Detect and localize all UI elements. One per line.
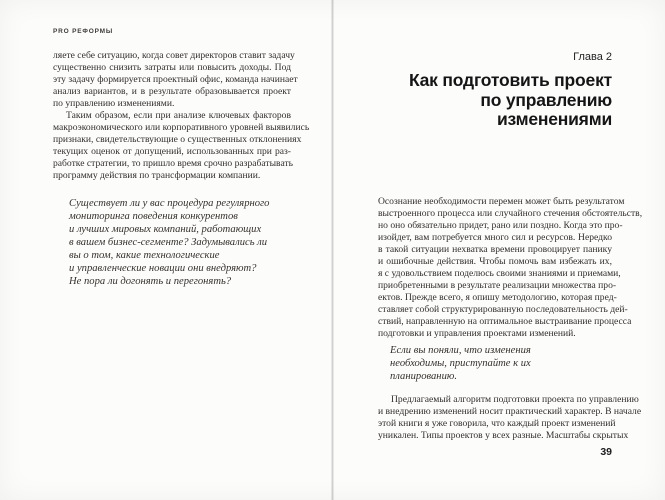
body-paragraph: Предлагаемый алгоритм подготовки проекта по управлению и внедрению изменений носит практический характер. В начале этой книги я уже говорила, что каждый проект изменений уникален. Типы проектов у всех разные. Масштабы скрытых — [378, 394, 642, 441]
page-gutter — [331, 0, 334, 500]
body-paragraph: ляете себе ситуацию, когда совет директоров ставит задачу существенно снизить затраты или повысить доходы. Под эту задачу формируется проектный офис, команда начинает анализ вариантов, и в результате образовывается проект по управлению изменениями. — [53, 50, 298, 109]
chapter-title: Как подготовить проект по управлению изменениями — [408, 70, 612, 129]
left-page-body — [53, 50, 310, 182]
running-head: PRO РЕФОРМЫ — [53, 28, 113, 35]
pull-quote: Существует ли у вас процедура регулярного мониторинга поведения конкурентов и лучших мировых компаний, работающих в вашем бизнес-сегменте? Задумывались ли вы о том, какие технологические и управленческие новации они внедряют? Не пора ли догонять и перегонять? — [69, 198, 270, 287]
pull-quote: Если вы поняли, что изменения необходимы, приступайте к их планированию. — [390, 345, 531, 382]
body-paragraph: Таким образом, если при анализе ключевых факторов макроэкономического или корпоративного уровней выявились признаки, свидетельствующие о существенных отклонениях текущих оценок от допущений, использованных при раз- работке стратегии, то пришло время срочно разрабатывать программу действия по трансформации компании. — [53, 110, 310, 181]
chapter-label: Глава 2 — [573, 51, 612, 63]
page-number: 39 — [600, 446, 612, 458]
body-paragraph: Осознание необходимости перемен может быть результатом выстроенного процесса или случайного стечения обстоятельств, но оно обязательно придет, рано или поздно. Когда это про- изойдет, вам потребуется много сил и ресурсов. Нередко в такой ситуации нехватка времени провоцирует панику и ошибочные действия. Чтобы помочь вам избежать их, я с удовольствием поделюсь своими знаниями и приемами, приобретенными в результате реализации множества про- ектов. Прежде всего, я опишу методологию, которая пред- ставляет собой структурированную последовательность дей- ствий, направленную на оптимальное выстраивание процесса подготовки и управления проектами изменений. — [378, 196, 643, 339]
